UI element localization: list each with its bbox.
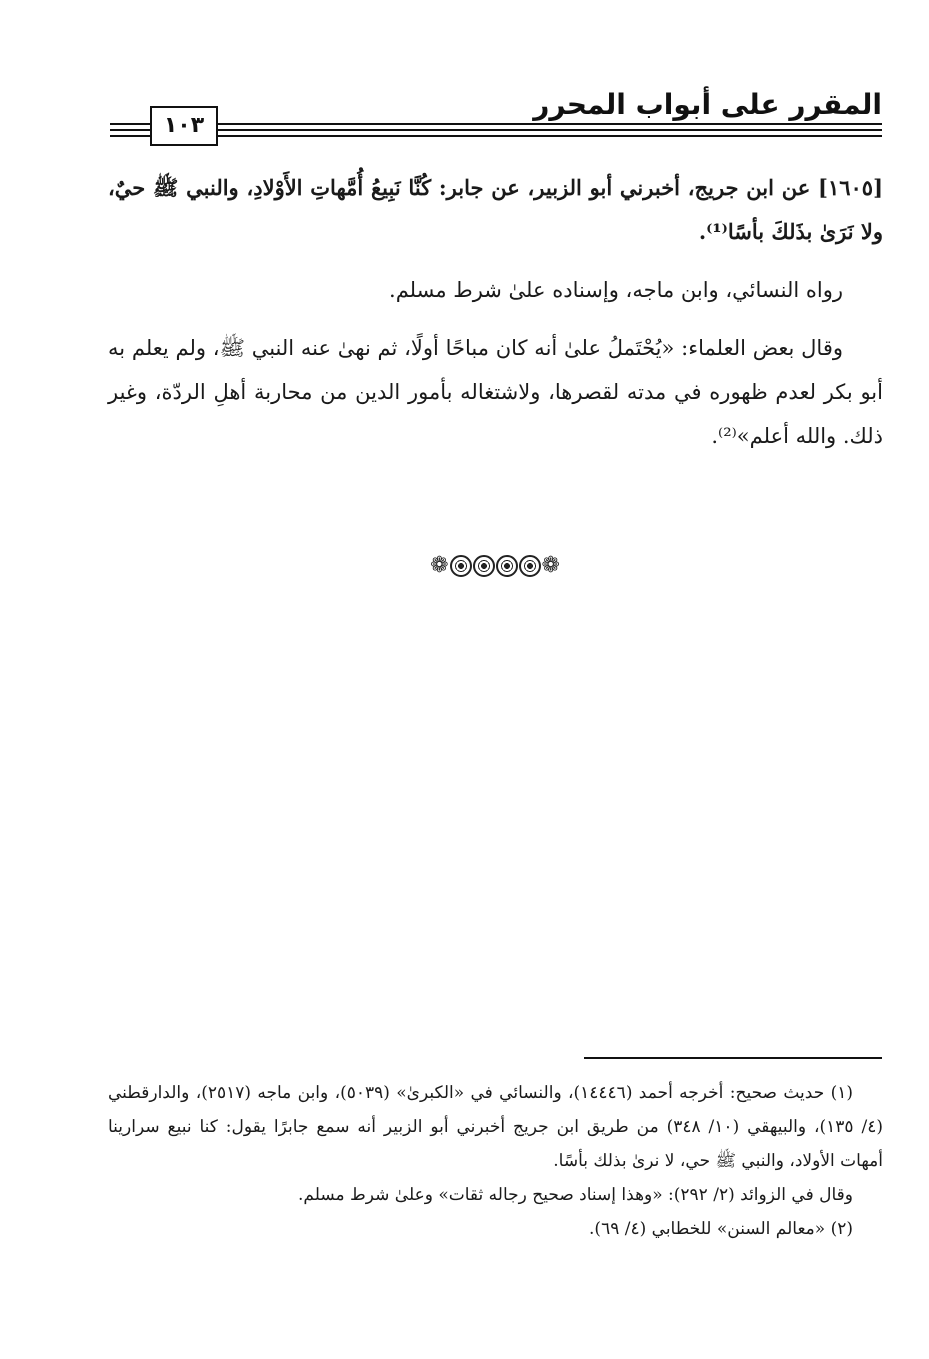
commentary-paragraph: وقال بعض العلماء: «يُحْتَملُ علىٰ أنه كان مباحًا أولًا، ثم نهىٰ عنه النبي ﷺ، ولم يعلم به أبو بكر لعدم ظهوره في مدته لقصرها، ولاشتغاله بأمور الدين من محاربة أهلِ الردّة، وغير ذلك. والله أعلم»⁽²⁾. <box>108 336 883 448</box>
running-header-title: المقرر على أبواب المحرر <box>533 88 882 121</box>
hadith-text: عن ابن جريج، أخبرني أبو الزبير، عن جابر: كُنَّا نَبِيعُ أُمَّهاتِ الأَوْلادِ، والنبي ﷺ حيٌ، ولا نَرَىٰ بذَلكَ بأسًا⁽¹⁾. <box>108 175 883 244</box>
footnotes <box>108 1076 883 1246</box>
ornament-circle-icon <box>450 555 472 577</box>
ornament-circle-icon <box>519 555 541 577</box>
main-text <box>108 166 883 472</box>
header-rule <box>110 129 882 131</box>
footnote-1: (١) حديث صحيح: أخرجه أحمد (١٤٤٤٦)، والنسائي في «الكبرىٰ» (٥٠٣٩)، وابن ماجه (٢٥١٧)، والدارقطني (٤/ ١٣٥)، والبيهقي (١٠/ ٣٤٨) من طريق ابن جريج أخبرني أبو الزبير أنه سمع جابرًا يقول: كنا نبيع سرارينا أمهات الأولاد، والنبي ﷺ حي، لا نرىٰ بذلك بأسًا. <box>108 1083 883 1171</box>
header-rule <box>110 135 882 137</box>
section-ornament <box>420 548 570 584</box>
footnote-1-continued: وقال في الزوائد (٢/ ٢٩٢): «وهذا إسناد صحيح رجاله ثقات» وعلىٰ شرط مسلم. <box>298 1185 853 1205</box>
ornament-end-icon: ❁ <box>430 553 449 578</box>
page-number: ١٠٣ <box>150 106 218 146</box>
footnote-2: (٢) «معالم السنن» للخطابي (٤/ ٦٩). <box>589 1219 853 1239</box>
narration-paragraph: رواه النسائي، وابن ماجه، وإسناده علىٰ شرط مسلم. <box>389 278 843 302</box>
ornament-end-icon: ❁ <box>541 553 560 578</box>
hadith-number: [١٦٠٥] <box>818 175 883 200</box>
header-rule <box>110 123 882 125</box>
ornament-circle-icon <box>473 555 495 577</box>
hadith-paragraph <box>108 166 883 254</box>
footnote-separator <box>584 1057 882 1059</box>
ornament-circle-icon <box>496 555 518 577</box>
